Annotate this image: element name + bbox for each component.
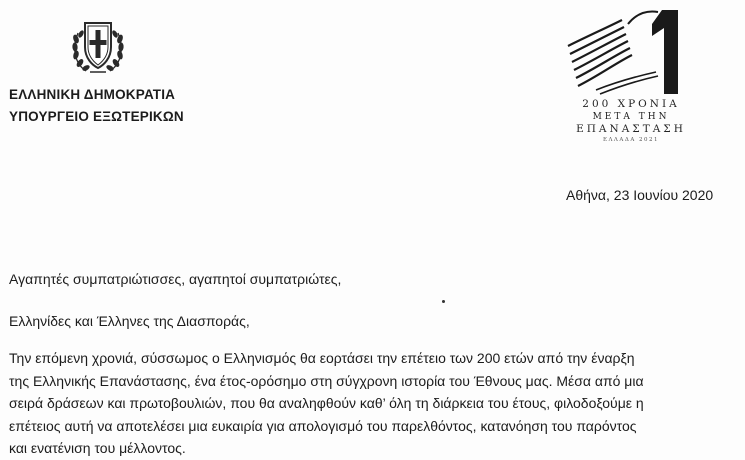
body-paragraph: [9, 347, 737, 460]
paragraph-line: Την επόμενη χρονιά, σύσσωμος ο Ελληνισμός θα εορτάσει την επέτειο των 200 ετών από την έναρξη: [9, 350, 635, 366]
salutation-2: Ελληνίδες και Έλληνες της Διασποράς,: [9, 313, 250, 329]
ministry-line-1: ΕΛΛΗΝΙΚΗ ΔΗΜΟΚΡΑΤΙΑ: [9, 87, 176, 102]
paragraph-line: και ενατένιση του μέλλοντος.: [9, 440, 186, 456]
anniversary-line-2: ΜΕΤΑ ΤΗΝ: [592, 112, 670, 122]
paragraph-line: επέτειος αυτή να αποτελέσει μια ευκαιρία για απολογισμό του παρελθόντος, κατανόηση του παρόντος: [9, 417, 637, 434]
scan-speck: [442, 300, 445, 303]
anniversary-line-1: 200 ΧΡΟΝΙΑ: [582, 98, 680, 110]
greek-coat-of-arms-icon: [66, 15, 130, 77]
salutation-1: Αγαπητές συμπατριώτισσες, αγαπητοί συμπατριώτες,: [9, 271, 342, 287]
anniversary-line-3: ΕΠΑΝΑΣΤΑΣΗ: [576, 123, 686, 135]
anniversary-caption: [566, 98, 696, 145]
anniversary-line-4: ΕΛΛΑΔΑ 2021: [602, 137, 660, 143]
letter-date: Αθήνα, 23 Ιουνίου 2020: [566, 187, 714, 203]
ministry-heading: [9, 84, 184, 128]
paragraph-line: της Ελληνικής Επανάστασης, ένα έτος-ορόσημο στη σύγχρονη ιστορία του Έθνους μας. Μέσα από μια: [9, 372, 644, 389]
greece-1821-200-years-logo: [566, 6, 696, 98]
paragraph-line: σειρά δράσεων και πρωτοβουλιών, που θα αναληφθούν καθ’ όλη τη διάρκεια του έτους, φιλοδοξούμε η: [9, 395, 644, 411]
ministry-line-2: ΥΠΟΥΡΓΕΙΟ ΕΞΩΤΕΡΙΚΩΝ: [9, 109, 184, 124]
